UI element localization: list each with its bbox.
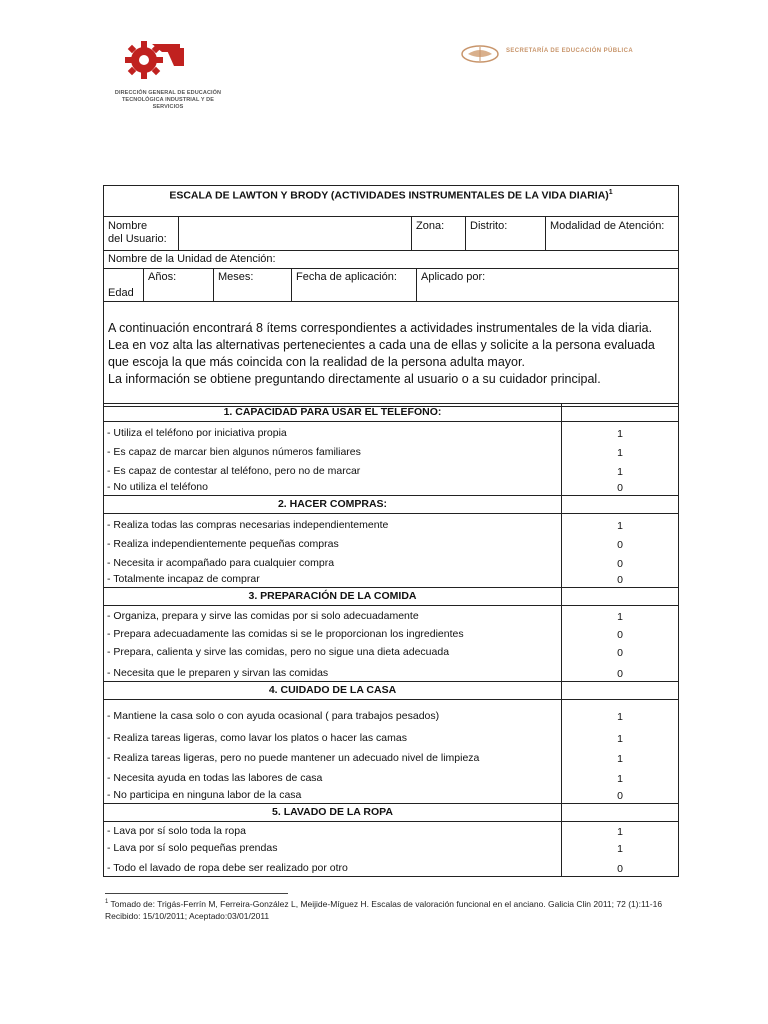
item-row[interactable] — [104, 746, 678, 766]
item-score: 1 — [617, 711, 623, 723]
item-row[interactable] — [104, 700, 678, 724]
item-score: 0 — [617, 539, 623, 551]
date-field[interactable] — [291, 269, 416, 301]
item-row[interactable] — [104, 642, 678, 660]
instructions-text: A continuación encontrará 8 ítems correspondientes a actividades instrumentales de la vida diaria. Lea en voz alta las alternativas pertenecientes a cada una de ellas y solicite a la persona evaluada que escoja la que más coincida con la realidad de la persona adulta mayor. La información se obtiene preguntando directamente al usuario o a su cuidador principal. — [108, 321, 655, 386]
scale-items-table — [103, 403, 679, 877]
modality-label: Modalidad de Atención: — [550, 220, 665, 232]
item-score: 1 — [617, 753, 623, 765]
district-field[interactable] — [465, 217, 545, 250]
item-text: - Realiza independientemente pequeñas compras — [107, 538, 339, 550]
item-row[interactable] — [104, 422, 678, 441]
eagle-seal-icon — [458, 44, 502, 64]
item-row[interactable] — [104, 839, 678, 856]
section-header — [104, 682, 678, 700]
district-label: Distrito: — [470, 220, 508, 232]
item-row[interactable] — [104, 571, 678, 588]
age-row — [104, 269, 678, 302]
section-title: 4. CUIDADO DE LA CASA — [268, 684, 397, 696]
sections-container — [104, 404, 678, 876]
item-text: - Mantiene la casa solo o con ayuda ocasional ( para trabajos pesados) — [107, 710, 440, 722]
item-text: - Utiliza el teléfono por iniciativa propia — [107, 427, 287, 439]
months-field[interactable] — [213, 269, 291, 301]
item-score: 1 — [617, 466, 623, 478]
years-field[interactable] — [143, 269, 213, 301]
applied-by-field[interactable] — [416, 269, 678, 301]
zone-label: Zona: — [416, 220, 445, 232]
item-row[interactable] — [104, 441, 678, 460]
item-row[interactable] — [104, 786, 678, 804]
item-score: 0 — [617, 647, 623, 659]
sep-name: SECRETARÍA DE EDUCACIÓN PÚBLICA — [506, 48, 634, 54]
user-name-field[interactable] — [178, 217, 411, 250]
item-row[interactable] — [104, 606, 678, 624]
section-title: 5. LAVADO DE LA ROPA — [272, 806, 393, 818]
applied-by-label: Aplicado por: — [421, 271, 486, 283]
months-label: Meses: — [218, 271, 254, 283]
section-header — [104, 496, 678, 514]
modality-field[interactable] — [545, 217, 678, 250]
footnote-text: Tomado de: Trigás-Ferrín M, Ferreira-González L, Meijide-Míguez H. Escalas de valoración funcional en el anciano. Galicia Clin 2011; 72 (1):11-16 Recibido: 15/10/2011; Aceptado:03/01/2011 — [105, 898, 663, 921]
item-row[interactable] — [104, 724, 678, 746]
item-score: 1 — [617, 733, 623, 745]
item-row[interactable] — [104, 552, 678, 571]
item-text: - Es capaz de marcar bien algunos números familiares — [107, 446, 361, 458]
user-info-form — [103, 185, 679, 407]
item-text: - Necesita ir acompañado para cualquier compra — [107, 557, 335, 569]
form-title: ESCALA DE LAWTON Y BRODY (ACTIVIDADES INSTRUMENTALES DE LA VIDA DIARIA)$^1$ — [169, 189, 613, 202]
item-text: - Realiza todas las compras necesarias independientemente — [107, 519, 389, 531]
form-title-row — [104, 186, 678, 217]
item-score: 1 — [617, 826, 623, 838]
item-score: 0 — [617, 558, 623, 570]
item-score: 1 — [617, 843, 623, 855]
zone-field[interactable] — [411, 217, 465, 250]
years-label: Años: — [148, 271, 177, 283]
item-score: 1 — [617, 611, 623, 623]
user-name-label: Nombre del Usuario: — [108, 220, 167, 245]
item-row[interactable] — [104, 514, 678, 533]
item-text: - Lava por sí solo pequeñas prendas — [107, 842, 278, 854]
item-score: 1 — [617, 520, 623, 532]
item-text: - Realiza tareas ligeras, pero no puede mantener un adecuado nivel de limpieza — [107, 752, 480, 764]
footnote — [105, 896, 665, 922]
item-score: 0 — [617, 863, 623, 875]
organization-name: DIRECCIÓN GENERAL DE EDUCACIÓN TECNOLÓGICA INDUSTRIAL Y DE SERVICIOS — [114, 90, 222, 110]
item-score: 0 — [617, 482, 623, 494]
section-title: 2. HACER COMPRAS: — [277, 498, 388, 510]
age-label: Edad — [108, 287, 134, 299]
unit-field[interactable] — [104, 251, 678, 268]
item-text: - Prepara adecuadamente las comidas si se le proporcionan los ingredientes — [107, 628, 464, 640]
item-row[interactable] — [104, 822, 678, 839]
item-text: - No participa en ninguna labor de la casa — [107, 789, 302, 801]
item-score: 0 — [617, 629, 623, 641]
item-text: - Totalmente incapaz de comprar — [107, 573, 260, 585]
sep-logo — [458, 44, 638, 64]
item-score: 1 — [617, 447, 623, 459]
user-row — [104, 217, 678, 251]
item-row[interactable] — [104, 766, 678, 786]
item-score: 1 — [617, 773, 623, 785]
item-score: 1 — [617, 428, 623, 440]
item-row[interactable] — [104, 624, 678, 642]
footnote-marker: 1 — [105, 899, 109, 905]
item-text: - Organiza, prepara y sirve las comidas por si solo adecuadamente — [107, 610, 419, 622]
age-label-cell — [104, 269, 143, 301]
date-label: Fecha de aplicación: — [296, 271, 397, 283]
item-score: 0 — [617, 574, 623, 586]
item-text: - No utiliza el teléfono — [107, 481, 208, 493]
gear-logo-icon — [108, 38, 228, 90]
unit-label: Nombre de la Unidad de Atención: — [108, 253, 276, 265]
section-title: 1. CAPACIDAD PARA USAR EL TELEFONO: — [223, 406, 442, 418]
unit-row — [104, 251, 678, 269]
item-text: - Es capaz de contestar al teléfono, pero no de marcar — [107, 465, 361, 477]
dgeti-logo — [108, 38, 228, 114]
section-header — [104, 588, 678, 606]
item-text: - Necesita que le preparen y sirvan las comidas — [107, 667, 329, 679]
item-text: - Prepara, calienta y sirve las comidas, pero no sigue una dieta adecuada — [107, 646, 450, 658]
section-header — [104, 404, 678, 422]
item-row[interactable] — [104, 460, 678, 479]
item-text: - Realiza tareas ligeras, como lavar los platos o hacer las camas — [107, 732, 407, 744]
item-row[interactable] — [104, 660, 678, 682]
section-header — [104, 804, 678, 822]
item-text: - Todo el lavado de ropa debe ser realizado por otro — [107, 862, 348, 874]
item-text: - Necesita ayuda en todas las labores de casa — [107, 772, 323, 784]
footnote-rule — [105, 893, 288, 894]
item-row[interactable] — [104, 856, 678, 876]
item-score: 0 — [617, 790, 623, 802]
item-score: 0 — [617, 668, 623, 680]
intro-row — [104, 302, 678, 406]
item-text: - Lava por sí solo toda la ropa — [107, 825, 246, 837]
item-row[interactable] — [104, 479, 678, 496]
item-row[interactable] — [104, 533, 678, 552]
section-title: 3. PREPARACIÓN DE LA COMIDA — [248, 590, 417, 602]
